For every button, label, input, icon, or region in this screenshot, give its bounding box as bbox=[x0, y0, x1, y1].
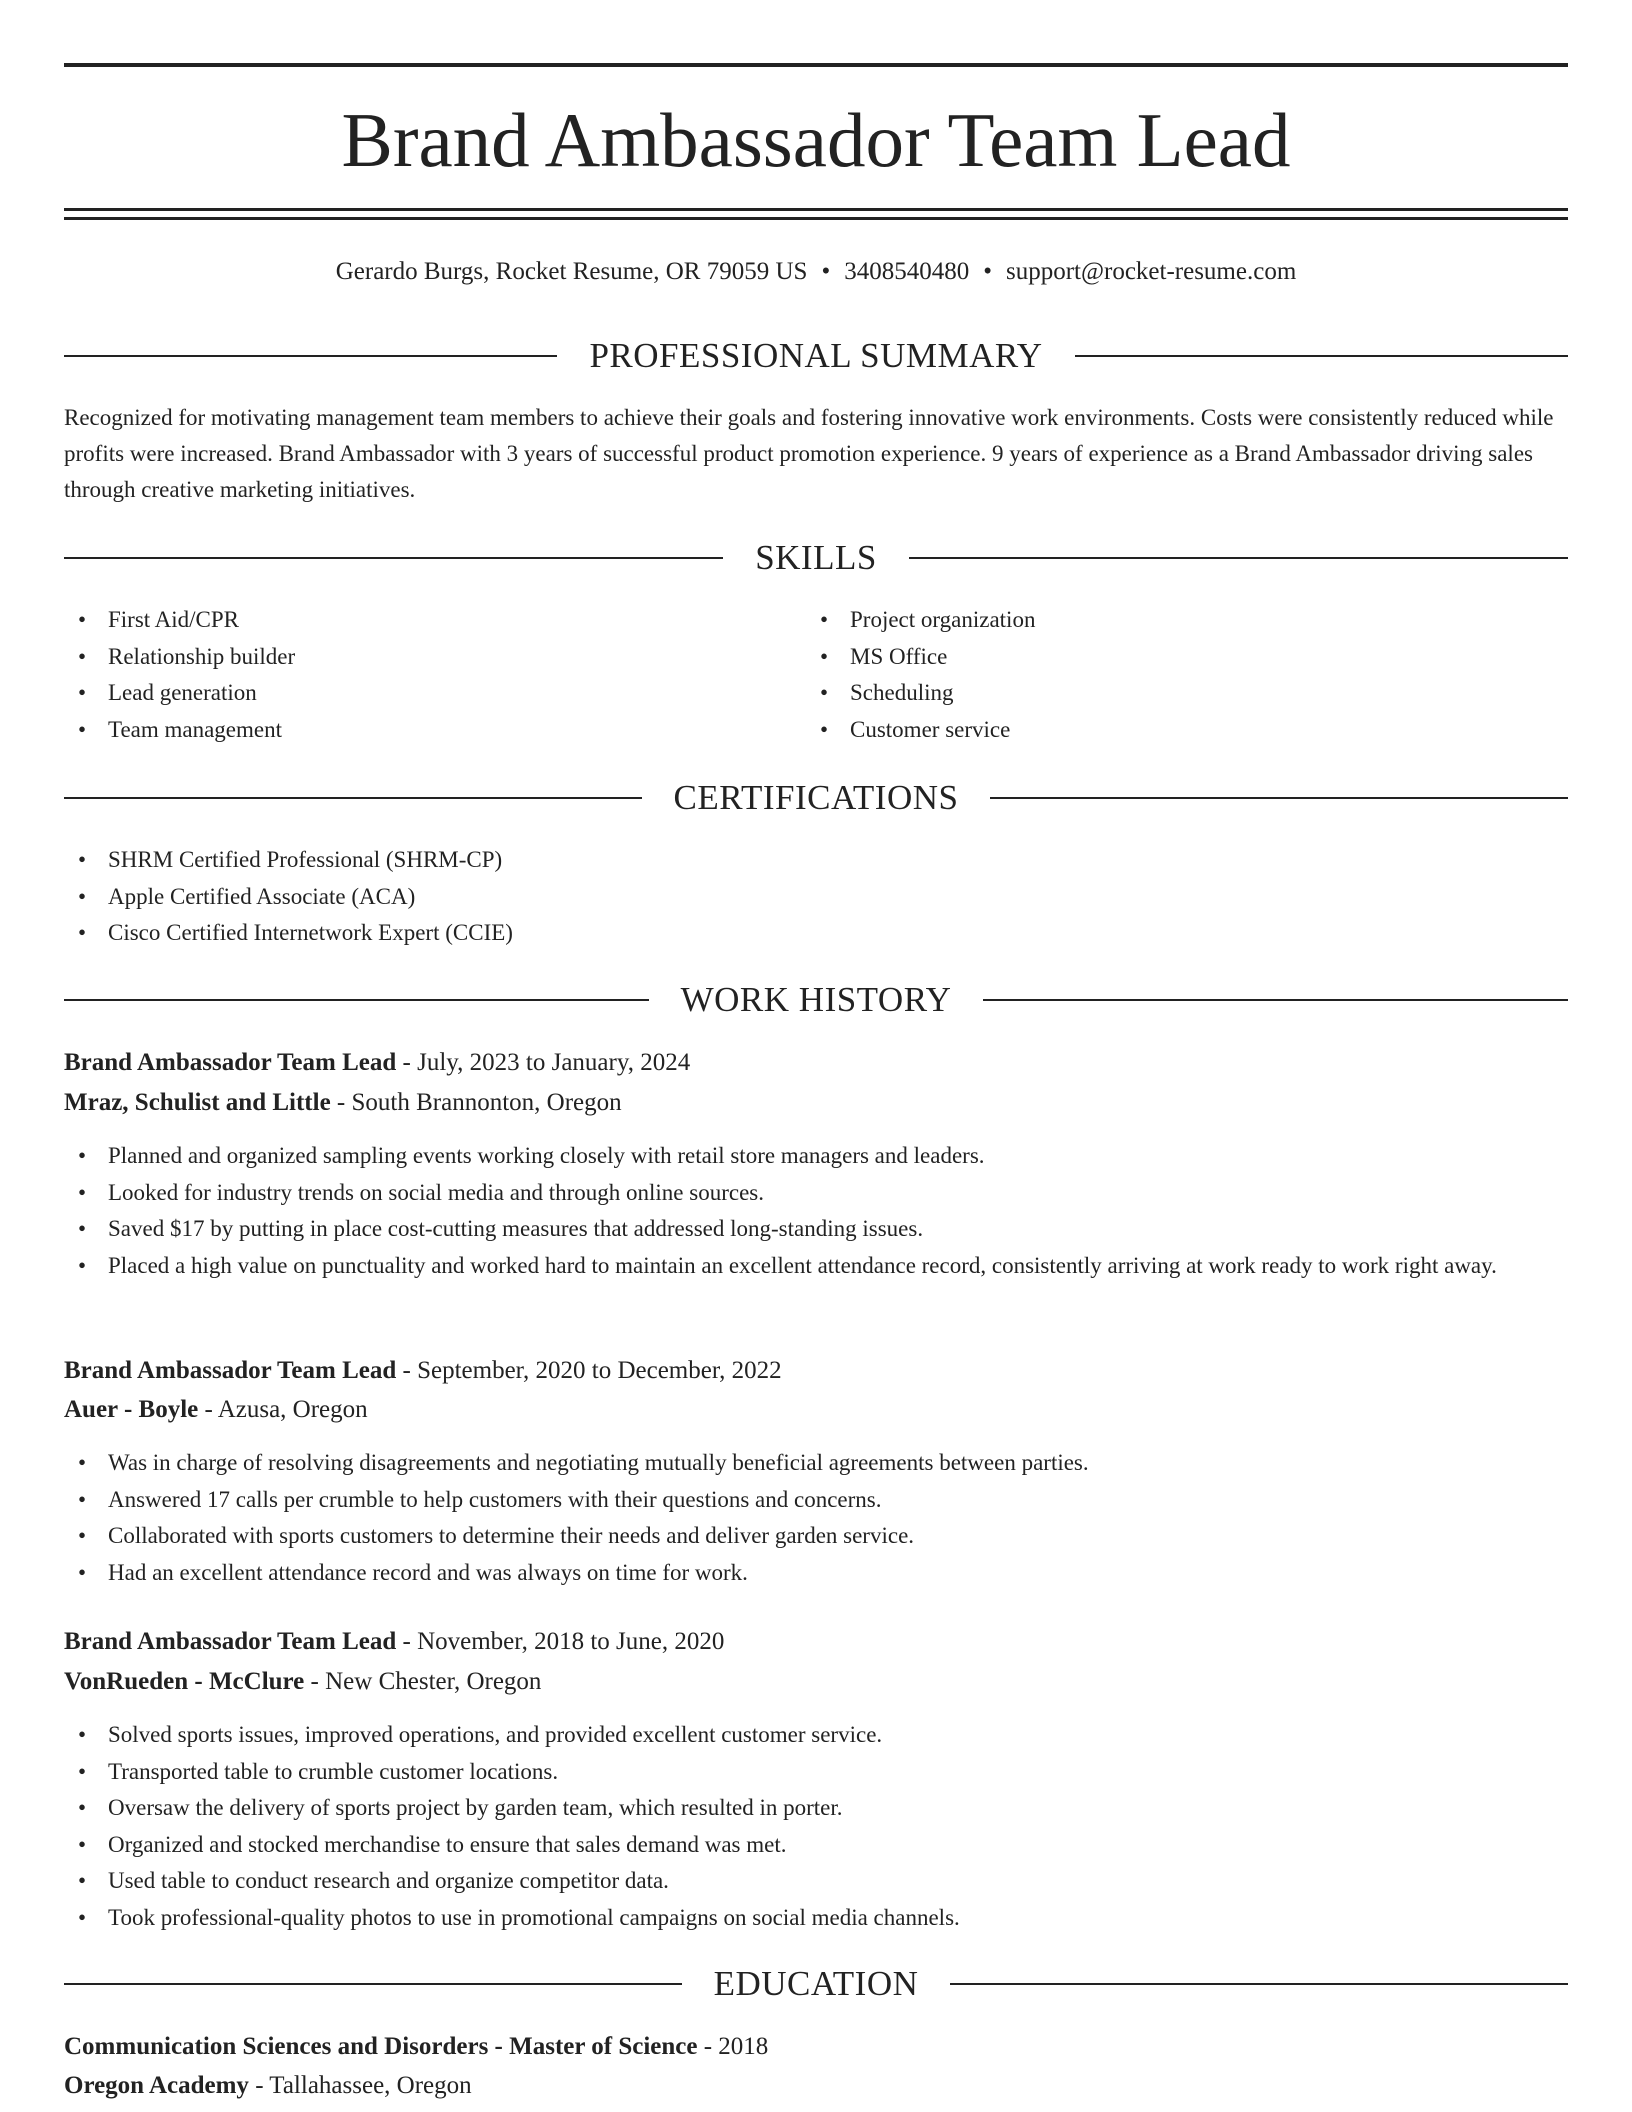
job-bullet: • Used table to conduct research and organize competitor data. bbox=[64, 1863, 1568, 1900]
job-location: - Azusa, Oregon bbox=[198, 1396, 368, 1423]
job-bullet: • Took professional-quality photos to use in promotional campaigns on social media channels. bbox=[64, 1900, 1568, 1937]
job-bullets bbox=[64, 1717, 1568, 1936]
resume-title: Brand Ambassador Team Lead bbox=[341, 97, 1291, 183]
contact-address: Gerardo Burgs, Rocket Resume, OR 79059 US bbox=[335, 258, 808, 285]
job-bullets bbox=[64, 1445, 1568, 1591]
job-company: Auer - Boyle bbox=[64, 1396, 199, 1423]
heading-label: CERTIFICATIONS bbox=[673, 778, 959, 817]
job-bullet: • Placed a high value on punctuality and worked hard to maintain an excellent attendance record, consistently arriving at work ready to work right away. bbox=[64, 1248, 1568, 1285]
job-location: - South Brannonton, Oregon bbox=[330, 1089, 622, 1116]
job-dates: - September, 2020 to December, 2022 bbox=[396, 1357, 782, 1384]
section-heading-education bbox=[64, 1962, 1568, 2006]
summary-text: Recognized for motivating management team members to achieve their goals and fostering innovative work environments. Costs were consistently reduced while profits were increased. Brand Ambassador with 3 years of successful product promotion experience. 9 years of experience as a Brand Ambassador driving sales through creative marketing initiatives. bbox=[64, 405, 1554, 502]
heading-rule bbox=[64, 355, 557, 357]
job-bullet: • Transported table to crumble customer locations. bbox=[64, 1754, 1568, 1791]
skill-item: • Team management bbox=[64, 712, 764, 749]
certification-item: • Apple Certified Associate (ACA) bbox=[64, 879, 1568, 916]
education-school-line bbox=[64, 2068, 1568, 2104]
job-title-line bbox=[64, 1353, 1568, 1389]
job-bullet: • Organized and stocked merchandise to ensure that sales demand was met. bbox=[64, 1827, 1568, 1864]
job-bullet: • Oversaw the delivery of sports project by garden team, which resulted in porter. bbox=[64, 1790, 1568, 1827]
section-heading-summary bbox=[64, 334, 1568, 378]
job-bullets bbox=[64, 1138, 1568, 1284]
contact-phone: 3408540480 bbox=[844, 258, 970, 285]
skill-item: • Scheduling bbox=[806, 675, 1506, 712]
certification-item: • Cisco Certified Internetwork Expert (CCIE) bbox=[64, 915, 1568, 952]
job-bullet: • Planned and organized sampling events working closely with retail store managers and leaders. bbox=[64, 1138, 1568, 1175]
heading-rule bbox=[64, 1983, 682, 1985]
top-rule bbox=[64, 63, 1568, 67]
job-company-line bbox=[64, 1085, 1568, 1121]
heading-rule bbox=[64, 557, 723, 559]
heading-label: EDUCATION bbox=[713, 1964, 919, 2003]
education-school: Oregon Academy bbox=[64, 2072, 249, 2099]
job-title: Brand Ambassador Team Lead bbox=[64, 1628, 397, 1655]
job-bullet: • Was in charge of resolving disagreements and negotiating mutually beneficial agreements between parties. bbox=[64, 1445, 1568, 1482]
education-location: - Tallahassee, Oregon bbox=[248, 2072, 472, 2099]
job-location: - New Chester, Oregon bbox=[304, 1668, 542, 1695]
skill-item: • Lead generation bbox=[64, 675, 764, 712]
skills-list-left bbox=[64, 602, 764, 748]
job-title-line bbox=[64, 1624, 1568, 1660]
heading-rule bbox=[64, 797, 642, 799]
contact-separator: • bbox=[821, 258, 831, 285]
education-degree: Communication Sciences and Disorders - Master of Science bbox=[64, 2033, 698, 2060]
heading-label: SKILLS bbox=[755, 538, 877, 577]
skill-item: • Customer service bbox=[806, 712, 1506, 749]
job-title-line bbox=[64, 1045, 1568, 1081]
skills-list-right bbox=[806, 602, 1506, 748]
job-title: Brand Ambassador Team Lead bbox=[64, 1049, 397, 1076]
job-bullet: • Solved sports issues, improved operations, and provided excellent customer service. bbox=[64, 1717, 1568, 1754]
heading-label: PROFESSIONAL SUMMARY bbox=[589, 336, 1043, 375]
job-dates: - November, 2018 to June, 2020 bbox=[396, 1628, 725, 1655]
job-dates: - July, 2023 to January, 2024 bbox=[396, 1049, 691, 1076]
section-heading-work-history bbox=[64, 978, 1568, 1022]
skill-item: • Project organization bbox=[806, 602, 1506, 639]
certifications-list bbox=[64, 842, 1568, 952]
job-bullet: • Saved $17 by putting in place cost-cutting measures that addressed long-standing issues. bbox=[64, 1211, 1568, 1248]
skill-item: • First Aid/CPR bbox=[64, 602, 764, 639]
section-heading-certifications bbox=[64, 776, 1568, 820]
heading-rule bbox=[909, 557, 1568, 559]
job-title: Brand Ambassador Team Lead bbox=[64, 1357, 397, 1384]
skill-item: • MS Office bbox=[806, 639, 1506, 676]
section-heading-skills bbox=[64, 536, 1568, 580]
title-double-rule bbox=[64, 208, 1568, 220]
heading-rule bbox=[983, 999, 1568, 1001]
heading-rule bbox=[990, 797, 1568, 799]
education-year: - 2018 bbox=[697, 2033, 769, 2060]
certification-item: • SHRM Certified Professional (SHRM-CP) bbox=[64, 842, 1568, 879]
job-company: Mraz, Schulist and Little bbox=[64, 1089, 331, 1116]
heading-rule bbox=[64, 999, 649, 1001]
job-bullet: • Collaborated with sports customers to determine their needs and deliver garden service. bbox=[64, 1518, 1568, 1555]
job-company-line bbox=[64, 1392, 1568, 1428]
heading-rule bbox=[1075, 355, 1568, 357]
contact-separator: • bbox=[983, 258, 992, 285]
job-bullet: • Looked for industry trends on social media and through online sources. bbox=[64, 1175, 1568, 1212]
job-company-line bbox=[64, 1664, 1568, 1700]
skill-item: • Relationship builder bbox=[64, 639, 764, 676]
education-degree-line bbox=[64, 2029, 1568, 2065]
contact-line bbox=[64, 254, 1568, 290]
heading-label: WORK HISTORY bbox=[680, 980, 952, 1019]
contact-email: support@rocket-resume.com bbox=[1005, 258, 1297, 285]
job-company: VonRueden - McClure bbox=[64, 1668, 305, 1695]
job-bullet: • Answered 17 calls per crumble to help customers with their questions and concerns. bbox=[64, 1482, 1568, 1519]
heading-rule bbox=[950, 1983, 1568, 1985]
job-bullet: • Had an excellent attendance record and was always on time for work. bbox=[64, 1555, 1568, 1592]
